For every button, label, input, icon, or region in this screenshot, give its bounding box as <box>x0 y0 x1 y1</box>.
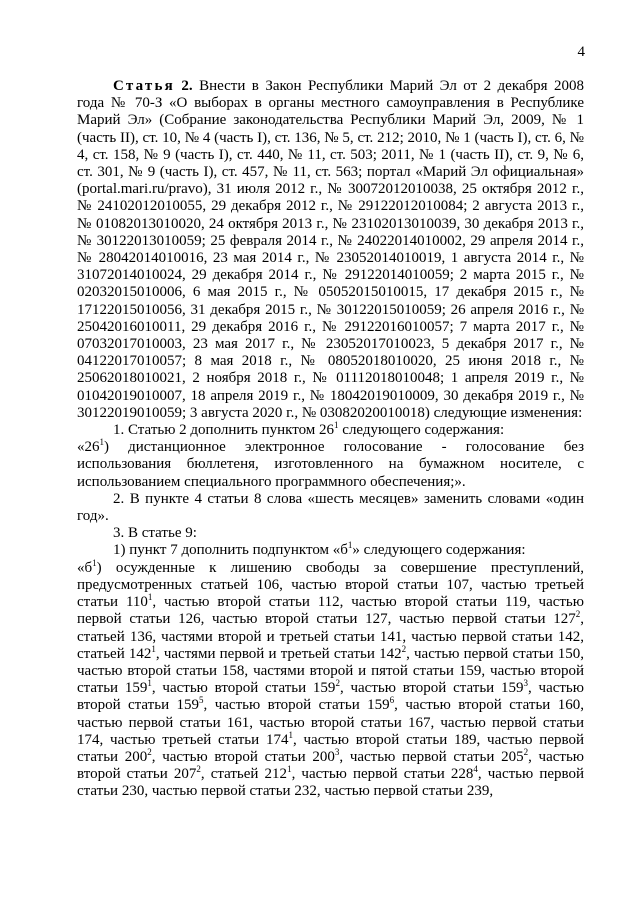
superscript: 1 <box>334 420 339 431</box>
body-text-segment: , частью второй статьи 207 <box>77 748 584 783</box>
body-text-segment: , частью первой статьи 150, частью второй статьи 158, частями второй и пятой статьи 159, частью второй статьи 159 <box>77 645 585 697</box>
superscript: 1 <box>288 729 293 740</box>
document-body <box>77 78 584 801</box>
body-text-segment: , частью второй статьи 159 <box>203 697 390 714</box>
body-text-segment: , частью второй статьи 189, частью первой статьи 200 <box>77 731 584 765</box>
body-text-segment: , частью второй статьи 159 <box>151 680 336 697</box>
body-text-segment: , статьей 212 <box>200 766 288 783</box>
superscript: 3 <box>523 678 528 689</box>
item-2-paragraph: 2. В пункте 4 статьи 8 слова «шесть месяцев» заменить словами «один год». <box>77 490 584 525</box>
body-text-segment: «б <box>77 559 93 576</box>
superscript: 1 <box>92 557 97 568</box>
superscript: 2 <box>335 678 340 689</box>
body-text-segment: , частью первой статьи 205 <box>339 748 524 765</box>
item-1-quote <box>77 439 584 491</box>
item-1-text: 1. Статью 2 дополнить пунктом 26 <box>113 422 335 439</box>
item-1-paragraph <box>77 422 584 439</box>
article-paragraph <box>77 78 584 422</box>
body-text-segment: , частью второй статьи 160, частью первой статьи 161, частью второй статьи 167, частью первой статьи 174, частью третьей статьи 174 <box>77 697 585 748</box>
body-text-segment: , частью второй статьи 112, частью второй статьи 119, частью первой статьи 126, частью второй статьи 127, частью первой статьи 127 <box>77 594 584 628</box>
body-text-segment: , статьей 136, частями второй и третьей статьи 141, частью первой статьи 142, статьей 142 <box>77 611 584 662</box>
article-number: 2. <box>181 78 193 94</box>
superscript: 1 <box>151 643 156 654</box>
body-text-segment: , частью второй статьи 159 <box>339 680 524 697</box>
superscript: 2 <box>523 746 529 757</box>
body-text-segment: , частью второй статьи 200 <box>151 748 335 765</box>
superscript: 2 <box>575 609 581 620</box>
item-3-title: 3. В статье 9: <box>113 525 197 542</box>
superscript: 1 <box>147 592 153 603</box>
article-intro: Внести в Закон Республики Марий Эл от 2 декабря 2008 года № 70-З «О выборах в органы местного самоуправления в Республике Марий Эл» (Собрание законодательства Республики Марий Эл, 2009, № 1 (часть II), ст. 10, № 4 (часть I), ст. 136, № 5, ст. 212; 2010, № 1 (часть I), ст. 6, № 4, ст. 158, № 9 (часть I), ст. 440, № 11, ст. 503; 2011, № 1 (часть II), ст. 9, № 6, ст. 301, № 9 (часть I), ст. 457, № 11, ст. 563; портал «Марий Эл официальная» (portal.mari.ru/pravo), 31 июля 2012 г., № 30072012010038, 25 октября 2012 г., № 24102012010055, 29 декабря 2012 г., № 29122012010084; 2 августа 2013 г., № 01082013010020, 24 октября 2013 г., № 23102013010039, 30 декабря 2013 г., № 30122013010059; 25 февраля 2014 г., № 24022014010002, 29 апреля 2014 г., № 28042014010016, 23 мая 2014 г., № 23052014010019, 1 августа 2014 г., № 31072014010024, 29 декабря 2014 г., № 29122014010059; 2 марта 2015 г., № 02032015010006, 6 мая 2015 г., № 05052015010015, 17 декабря 2015 г., № 17122015010056, 31 декабря 2015 г., № 30122015010059; 26 апреля 2016 г., № 25042016010011, 29 декабря 2016 г., № 29122016010057; 7 марта 2017 г., № 07032017010003, 23 мая 2017 г., № 23052017010023, 5 декабря 2017 г., № 04122017010057; 8 мая 2018 г., № 08052018010020, 25 июня 2018 г., № 25062018010021, 2 ноября 2018 г., № 01112018010048; 1 апреля 2019 г., № 01042019010007, 18 апреля 2019 г., № 18042019010009, 30 декабря 2019 г., № 30122019010059; 3 августа 2020 г., № 03082020010018) следующие изменения: <box>77 78 585 421</box>
superscript: 1 <box>347 540 353 551</box>
body-text-segment: , частью второй статьи 159 <box>77 680 584 714</box>
article-heading: Статья <box>113 78 175 94</box>
superscript: 1 <box>287 764 292 775</box>
superscript: 5 <box>199 695 204 706</box>
superscript: 2 <box>147 746 152 757</box>
superscript: 2 <box>196 764 201 775</box>
superscript: 2 <box>401 643 407 654</box>
superscript: 1 <box>147 678 152 689</box>
page-number: 4 <box>577 44 585 60</box>
quote-start: «26 <box>77 439 100 456</box>
item-3-sub-1 <box>77 542 584 559</box>
body-text-segment: , частями первой и третьей статьи 142 <box>155 645 402 662</box>
superscript: 6 <box>389 695 395 706</box>
item-1-text-end: следующего содержания: <box>338 422 505 439</box>
body-text-segment: , частью первой статьи 230, частью первой статьи 232, частью первой статьи 239, <box>77 766 585 800</box>
superscript: 1 <box>99 437 104 448</box>
quote-text: ) дистанционное электронное голосование - голосование без использования бюллетеня, изготовленного на бумажном носителе, с использованием специального программного обеспечения;». <box>77 439 584 490</box>
sub-1-text: 1) пункт 7 дополнить подпунктом «б <box>113 542 348 559</box>
superscript: 4 <box>473 764 478 775</box>
sub-1-text-end: » следующего содержания: <box>352 542 526 559</box>
body-text-segment: , частью первой статьи 228 <box>291 766 474 783</box>
item-3-body <box>77 557 585 801</box>
superscript: 3 <box>334 746 340 757</box>
body-text-segment: ) осужденные к лишению свободы за совершение преступлений, предусмотренных статьей 106, частью второй статьи 107, частью третьей статьи 110 <box>77 559 584 611</box>
